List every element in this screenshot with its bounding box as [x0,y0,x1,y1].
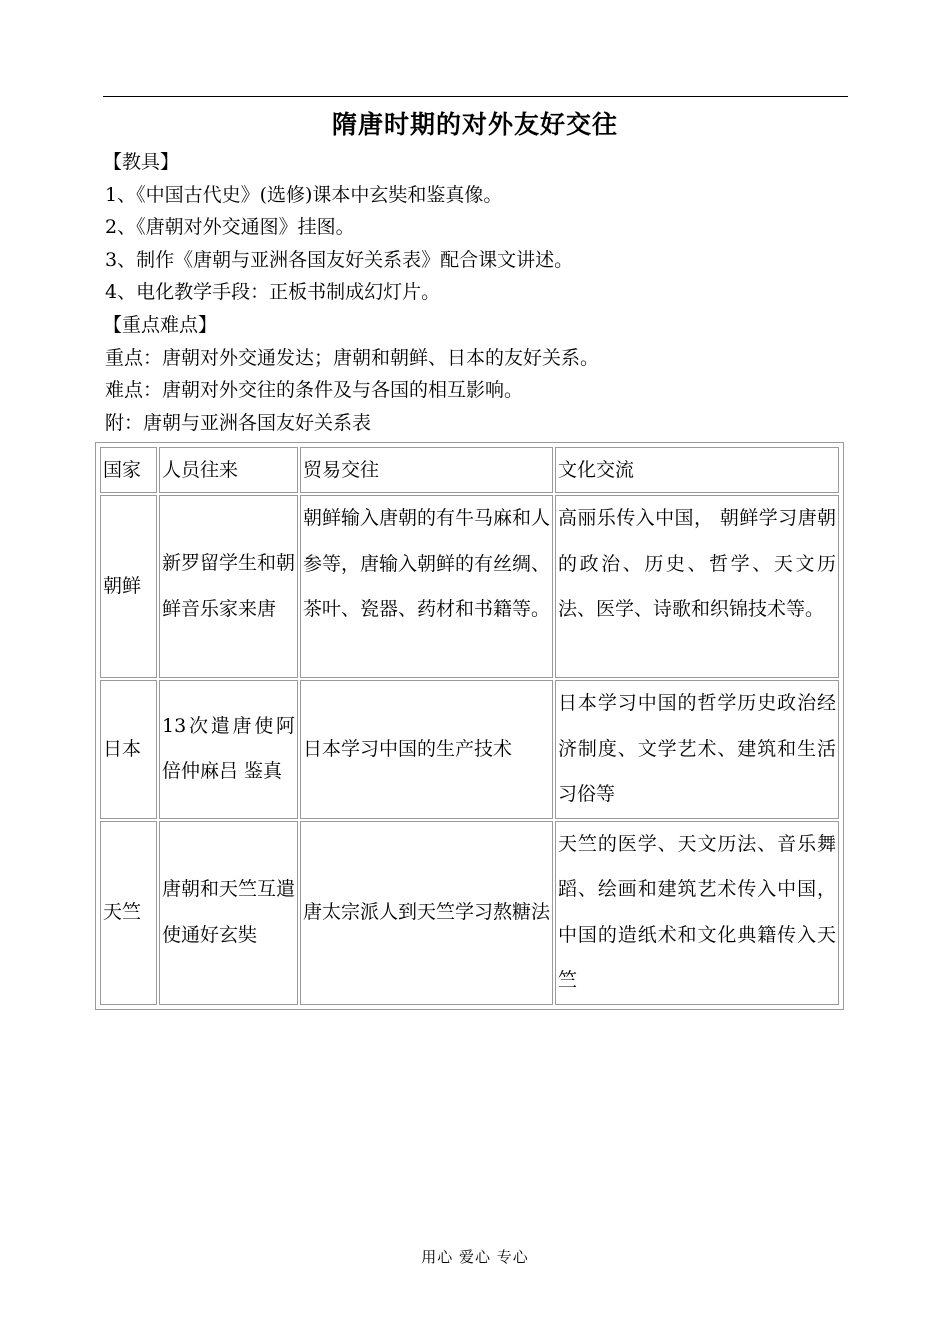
header-rule [103,96,848,97]
section-heading-key-points: 【重点难点】 [103,313,218,336]
table-row [100,495,839,678]
section-heading-teaching-aids: 【教具】 [103,151,180,173]
people-cell: 新罗留学生和朝鲜音乐家来唐 [159,495,298,678]
table-row [100,680,839,819]
paragraph-line: 1、《中国古代史》(选修)课本中玄奘和鉴真像。 [105,183,503,206]
relations-table [98,445,841,1007]
country-cell: 天竺 [100,821,157,1005]
header-cell: 国家 [100,447,157,493]
country-cell: 日本 [100,680,157,819]
people-cell: 唐朝和天竺互遣使通好玄奘 [159,821,298,1005]
trade-cell: 日本学习中国的生产技术 [300,680,553,819]
culture-cell: 日本学习中国的哲学历史政治经济制度、文学艺术、建筑和生活习俗等 [555,680,839,819]
document-title: 隋唐时期的对外友好交往 [331,110,618,139]
culture-cell: 高丽乐传入中国， 朝鲜学习唐朝的政治、历史、哲学、天文历法、医学、诗歌和织锦技术等。 [555,495,839,678]
trade-cell: 唐太宗派人到天竺学习熬糖法 [300,821,553,1005]
page-footer: 用心 爱心 专心 [421,1248,529,1266]
header-cell: 人员往来 [159,447,298,493]
paragraph-line: 重点：唐朝对外交通发达；唐朝和朝鲜、日本的友好关系。 [105,346,600,369]
header-cell: 贸易交往 [300,447,553,493]
trade-cell: 朝鲜输入唐朝的有牛马麻和人参等，唐输入朝鲜的有丝绸、茶叶、瓷器、药材和书籍等。 [300,495,553,678]
body-text [103,146,863,439]
people-cell: 13次遣唐使阿倍仲麻吕 鉴真 [159,680,298,819]
table-header-row [100,447,839,493]
paragraph-line: 附：唐朝与亚洲各国友好关系表 [105,411,372,434]
paragraph-line: 难点：唐朝对外交往的条件及与各国的相互影响。 [105,379,524,402]
relations-table-frame [95,442,844,1010]
table-row [100,821,839,1005]
paragraph-line: 4、电化教学手段：正板书制成幻灯片。 [105,281,441,304]
paragraph-line: 3、制作《唐朝与亚洲各国友好关系表》配合课文讲述。 [105,248,574,271]
paragraph-line: 2、《唐朝对外交通图》挂图。 [105,216,355,239]
country-cell: 朝鲜 [100,495,157,678]
header-cell: 文化交流 [555,447,839,493]
culture-cell: 天竺的医学、天文历法、音乐舞蹈、绘画和建筑艺术传入中国，中国的造纸术和文化典籍传入天竺 [555,821,839,1005]
